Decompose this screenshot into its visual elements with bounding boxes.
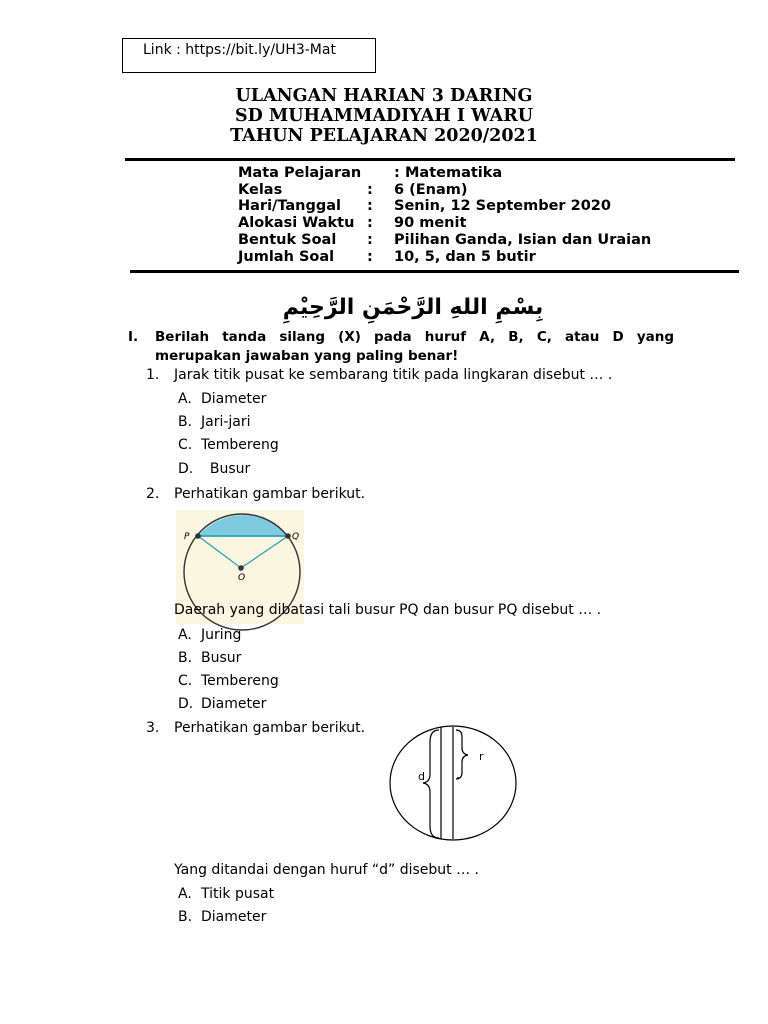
link-text: Link : https://bit.ly/UH3-Mat <box>143 42 336 58</box>
diameter-figure <box>386 722 522 846</box>
option-letter: B. <box>178 414 193 430</box>
info-value: Pilihan Ganda, Isian dan Uraian <box>394 232 652 248</box>
question-text: Perhatikan gambar berikut. <box>174 720 366 736</box>
info-label: Jumlah Soal <box>238 249 335 265</box>
basmalah-graphic <box>282 280 544 332</box>
option-text: Diameter <box>201 909 267 925</box>
info-value: 6 (Enam) <box>394 182 468 198</box>
info-colon: : <box>367 182 373 198</box>
option-letter: A. <box>178 627 192 643</box>
info-colon: : <box>367 198 373 214</box>
option-letter: C. <box>178 673 193 689</box>
title-line-2: SD MUHAMMADIYAH I WARU <box>234 106 534 126</box>
option-text: Busur <box>201 650 242 666</box>
section-instruction-line-2: merupakan jawaban yang paling benar! <box>155 348 459 364</box>
option-letter: D. <box>178 696 194 712</box>
option-letter: A. <box>178 391 192 407</box>
question-text: Jarak titik pusat ke sembarang titik pada lingkaran disebut … . <box>174 367 613 383</box>
svg-text:P: P <box>184 532 190 542</box>
info-value: 10, 5, dan 5 butir <box>394 249 536 265</box>
option-text: Tembereng <box>201 437 279 453</box>
question-number: 3. <box>146 720 160 736</box>
info-value: 90 menit <box>394 215 467 231</box>
option-letter: B. <box>178 650 193 666</box>
info-label: Hari/Tanggal <box>238 198 341 214</box>
option-text: Titik pusat <box>201 886 275 902</box>
question-number: 2. <box>146 486 160 502</box>
question-number: 1. <box>146 367 160 383</box>
svg-text:d: d <box>418 770 425 783</box>
info-label: Mata Pelajaran <box>238 165 362 181</box>
svg-text:O: O <box>238 573 246 583</box>
option-letter: A. <box>178 886 192 902</box>
info-label: Kelas <box>238 182 283 198</box>
info-colon: : <box>367 215 373 231</box>
option-text: Tembereng <box>201 673 279 689</box>
header-bottom-rule <box>130 270 739 273</box>
section-instruction-line-1: Berilah tanda silang (X) pada huruf A, B, C, atau D yang <box>155 329 674 345</box>
question-followup-text: Yang ditandai dengan huruf “d” disebut … . <box>174 862 479 878</box>
svg-text:Q: Q <box>292 532 300 542</box>
option-letter: C. <box>178 437 193 453</box>
info-colon: : <box>394 165 400 181</box>
question-followup-text: Daerah yang dibatasi tali busur PQ dan busur PQ disebut … . <box>174 602 602 618</box>
option-letter: B. <box>178 909 193 925</box>
link-box <box>122 38 376 73</box>
question-text: Perhatikan gambar berikut. <box>174 486 366 502</box>
option-text: Diameter <box>201 391 267 407</box>
info-value: Senin, 12 September 2020 <box>394 198 611 214</box>
info-colon: : <box>367 232 373 248</box>
info-label: Bentuk Soal <box>238 232 337 248</box>
info-colon: : <box>367 249 373 265</box>
svg-text:بِسْمِ اللهِ الرَّحْمَنِ الرَّ: بِسْمِ اللهِ الرَّحْمَنِ الرَّحِيْمِ <box>282 295 544 320</box>
title-line-3: TAHUN PELAJARAN 2020/2021 <box>230 126 538 146</box>
option-text: Juring <box>201 627 242 643</box>
basmalah-calligraphy <box>282 280 544 332</box>
title-line-1: ULANGAN HARIAN 3 DARING <box>235 86 533 106</box>
diameter-graphic <box>386 722 522 846</box>
option-text: Jari-jari <box>201 414 251 430</box>
section-number: I. <box>128 329 139 345</box>
option-text: Busur <box>201 461 251 477</box>
option-text: Diameter <box>201 696 267 712</box>
header-top-rule <box>125 158 735 161</box>
info-value: Matematika <box>405 165 503 181</box>
option-letter: D. <box>178 461 194 477</box>
svg-text:r: r <box>479 750 484 763</box>
section-instruction <box>155 328 674 366</box>
info-label: Alokasi Waktu <box>238 215 355 231</box>
